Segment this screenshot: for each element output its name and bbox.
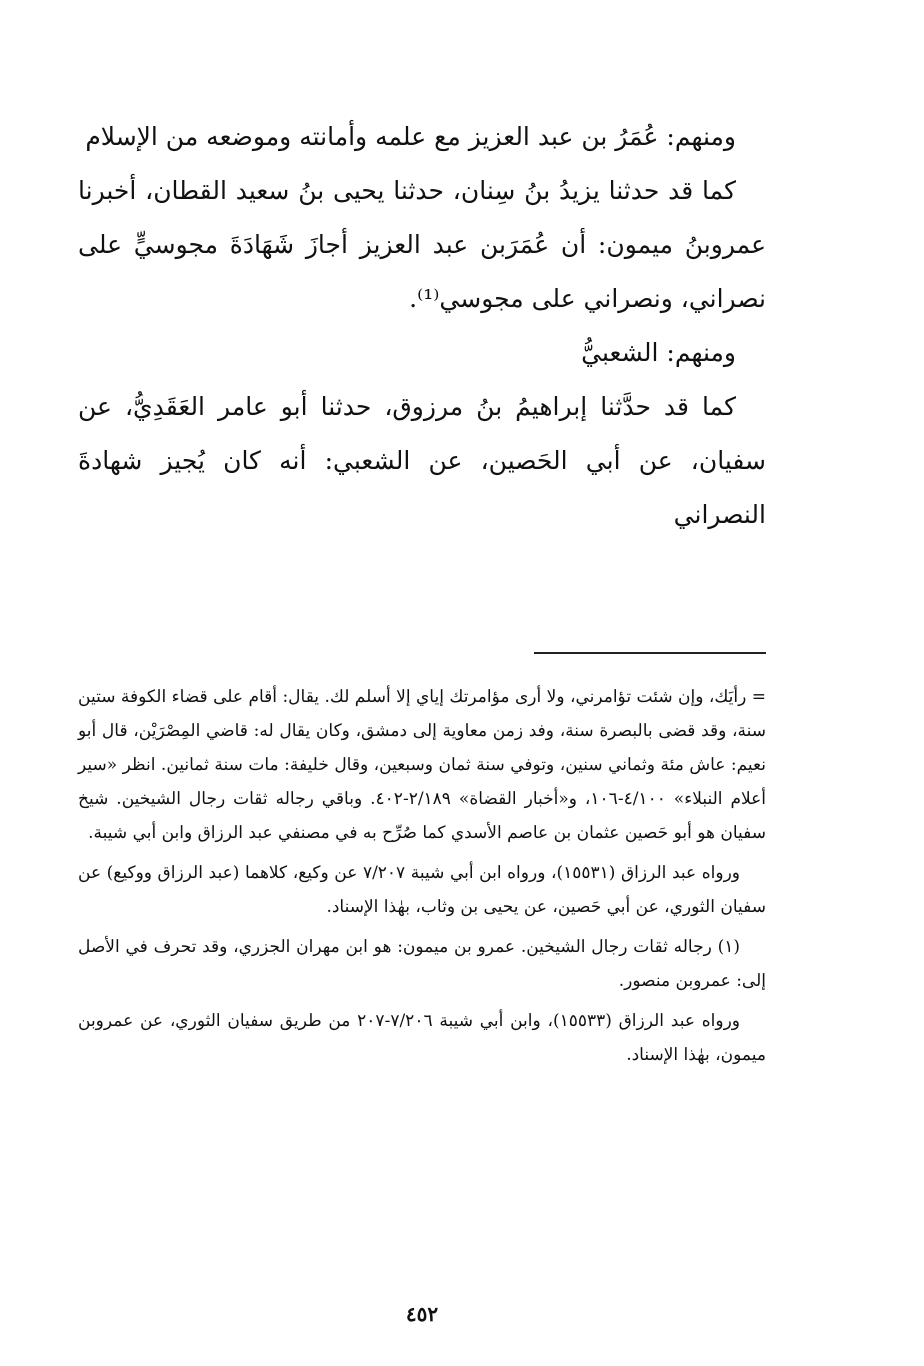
footnotes [78,680,766,1072]
main-paragraph-2: كما قد حدثنا يزيدُ بنُ سِنان، حدثنا يحيى بنُ سعيد القطان، أخبرنا عمروبنُ ميمون: أن عُمَرَبن عبد العزيز أجازَ شَهَادَةَ مجوسيٍّ على نصراني، ونصراني على مجوسي⁽¹⁾. [78,176,766,313]
main-paragraph-3: ومنهم: الشعبيُّ [581,338,736,367]
book-page [78,110,766,1326]
footnote-1: (١) رجاله ثقات رجال الشيخين. عمرو بن ميمون: هو ابن مهران الجزري، وقد تحرف في الأصل إلى: عمروبن منصور. [78,937,766,991]
main-text [78,110,766,542]
footnote-paragraph: ورواه عبد الرزاق (١٥٥٣٣)، وابن أبي شيبة ٧/٢٠٦-٢٠٧ من طريق سفيان الثوري، عن عمروبن ميمون، بهٰذا الإسناد. [78,1011,766,1065]
page-number: ٤٥٢ [405,1302,439,1326]
footnote-separator [534,652,766,654]
footnote-continuation: = رأيَك، وإن شئت تؤامرني، ولا أرى مؤامرتك إياي إلا أسلم لك. يقال: أقام على قضاء الكوفة ستين سنة، وقد قضى بالبصرة سنة، وفد زمن معاوية إلى دمشق، وكان يقال له: قاضي المِصْرَيْن، قال أبو نعيم: عاش مئة وثماني سنين، وتوفي سنة ثمان وسبعين، وقال خليفة: مات سنة ثمانين. انظر «سير أعلام النبلاء» ٤/١٠٠-١٠٦، و«أخبار القضاة» ٢/١٨٩-٤٠٢. وباقي رجاله ثقات رجال الشيخين. شيخ سفيان هو أبو حَصين عثمان بن عاصم الأسدي كما صُرِّح به في مصنفي عبد الرزاق وابن أبي شيبة. [78,687,766,843]
main-paragraph-4: كما قد حدَّثنا إبراهيمُ بنُ مرزوق، حدثنا أبو عامر العَقَدِيُّ، عن سفيان، عن أبي الحَصين، عن الشعبي: أنه كان يُجيز شهادةَ النصراني [78,392,766,529]
main-paragraph-1: ومنهم: عُمَرُ بن عبد العزيز مع علمه وأمانته وموضعه من الإسلام [85,122,736,151]
footnote-paragraph: ورواه عبد الرزاق (١٥٥٣١)، ورواه ابن أبي شيبة ٧/٢٠٧ عن وكيع، كلاهما (عبد الرزاق ووكيع) عن سفيان الثوري، عن أبي حَصين، عن يحيى بن وثاب، بهٰذا الإسناد. [78,863,766,917]
